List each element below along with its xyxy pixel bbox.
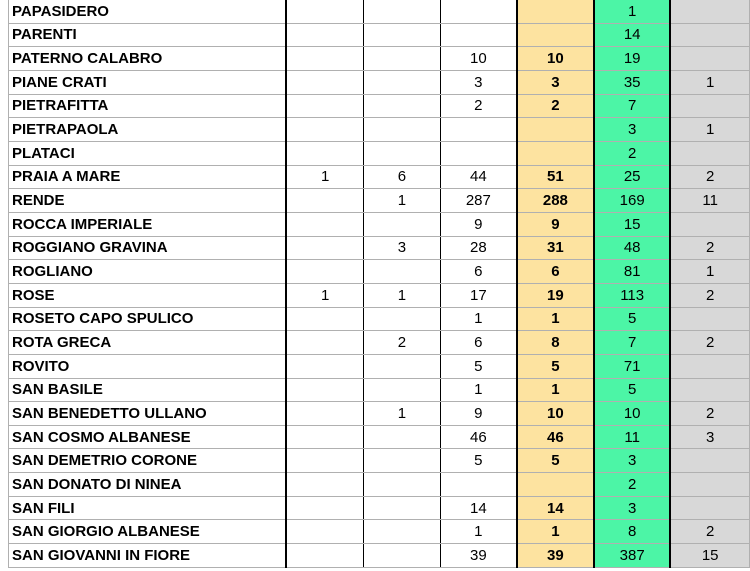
table-row [9, 402, 750, 426]
value-col-2 [363, 378, 440, 402]
table-row [9, 236, 750, 260]
green-value-cell: 3 [594, 449, 670, 473]
value-col-2 [363, 141, 440, 165]
total-cell [517, 0, 594, 23]
table-row [9, 544, 750, 568]
total-cell: 14 [517, 496, 594, 520]
grey-value-cell: 2 [670, 236, 749, 260]
value-col-1 [286, 189, 363, 213]
grey-value-cell: 2 [670, 283, 749, 307]
value-col-3: 14 [440, 496, 516, 520]
municipality-name: PIETRAPAOLA [9, 118, 287, 142]
total-cell [517, 473, 594, 497]
value-col-2 [363, 544, 440, 568]
grey-value-cell [670, 212, 749, 236]
municipality-name: ROGLIANO [9, 260, 287, 284]
value-col-2 [363, 449, 440, 473]
value-col-2 [363, 94, 440, 118]
value-col-1 [286, 378, 363, 402]
municipality-table [8, 0, 750, 568]
value-col-3 [440, 23, 516, 47]
value-col-1 [286, 354, 363, 378]
green-value-cell: 48 [594, 236, 670, 260]
total-cell: 5 [517, 354, 594, 378]
value-col-1 [286, 402, 363, 426]
value-col-3: 6 [440, 331, 516, 355]
table-row [9, 118, 750, 142]
value-col-1 [286, 449, 363, 473]
value-col-2 [363, 425, 440, 449]
value-col-2: 6 [363, 165, 440, 189]
value-col-3: 1 [440, 307, 516, 331]
total-cell: 10 [517, 47, 594, 71]
green-value-cell: 2 [594, 141, 670, 165]
value-col-1 [286, 544, 363, 568]
grey-value-cell [670, 354, 749, 378]
municipality-name: PAPASIDERO [9, 0, 287, 23]
grey-value-cell [670, 141, 749, 165]
green-value-cell: 113 [594, 283, 670, 307]
grey-value-cell: 1 [670, 260, 749, 284]
value-col-3: 287 [440, 189, 516, 213]
value-col-3: 3 [440, 70, 516, 94]
grey-value-cell [670, 23, 749, 47]
green-value-cell: 2 [594, 473, 670, 497]
municipality-name: SAN DONATO DI NINEA [9, 473, 287, 497]
value-col-1 [286, 473, 363, 497]
value-col-2 [363, 70, 440, 94]
municipality-name: SAN COSMO ALBANESE [9, 425, 287, 449]
value-col-2 [363, 354, 440, 378]
municipality-name: PIANE CRATI [9, 70, 287, 94]
total-cell: 3 [517, 70, 594, 94]
green-value-cell: 3 [594, 496, 670, 520]
value-col-1 [286, 23, 363, 47]
municipality-name: SAN DEMETRIO CORONE [9, 449, 287, 473]
value-col-1 [286, 260, 363, 284]
green-value-cell: 19 [594, 47, 670, 71]
grey-value-cell [670, 47, 749, 71]
table-row [9, 520, 750, 544]
value-col-3: 17 [440, 283, 516, 307]
total-cell: 8 [517, 331, 594, 355]
value-col-3: 6 [440, 260, 516, 284]
table-row [9, 307, 750, 331]
green-value-cell: 81 [594, 260, 670, 284]
total-cell [517, 118, 594, 142]
municipality-name: ROCCA IMPERIALE [9, 212, 287, 236]
municipality-name: ROTA GRECA [9, 331, 287, 355]
grey-value-cell: 1 [670, 118, 749, 142]
table-row [9, 70, 750, 94]
value-col-1 [286, 118, 363, 142]
municipality-name: PIETRAFITTA [9, 94, 287, 118]
total-cell: 19 [517, 283, 594, 307]
grey-value-cell [670, 449, 749, 473]
municipality-name: SAN BENEDETTO ULLANO [9, 402, 287, 426]
municipality-name: SAN GIORGIO ALBANESE [9, 520, 287, 544]
green-value-cell: 5 [594, 378, 670, 402]
value-col-1 [286, 70, 363, 94]
total-cell: 6 [517, 260, 594, 284]
value-col-3 [440, 118, 516, 142]
value-col-2 [363, 473, 440, 497]
value-col-3: 44 [440, 165, 516, 189]
municipality-name: PARENTI [9, 23, 287, 47]
green-value-cell: 7 [594, 331, 670, 355]
value-col-2: 3 [363, 236, 440, 260]
value-col-3: 5 [440, 449, 516, 473]
total-cell: 31 [517, 236, 594, 260]
grey-value-cell: 1 [670, 70, 749, 94]
value-col-3: 28 [440, 236, 516, 260]
grey-value-cell: 2 [670, 165, 749, 189]
table-row [9, 331, 750, 355]
municipality-name: RENDE [9, 189, 287, 213]
green-value-cell: 11 [594, 425, 670, 449]
table-row [9, 141, 750, 165]
total-cell: 39 [517, 544, 594, 568]
green-value-cell: 14 [594, 23, 670, 47]
total-cell: 10 [517, 402, 594, 426]
grey-value-cell [670, 94, 749, 118]
value-col-1 [286, 0, 363, 23]
grey-value-cell: 15 [670, 544, 749, 568]
value-col-1 [286, 307, 363, 331]
value-col-3: 1 [440, 520, 516, 544]
grey-value-cell: 2 [670, 520, 749, 544]
municipality-name: SAN FILI [9, 496, 287, 520]
green-value-cell: 8 [594, 520, 670, 544]
green-value-cell: 169 [594, 189, 670, 213]
table-row [9, 283, 750, 307]
green-value-cell: 71 [594, 354, 670, 378]
total-cell: 51 [517, 165, 594, 189]
total-cell: 288 [517, 189, 594, 213]
table-row [9, 378, 750, 402]
table-row [9, 212, 750, 236]
grey-value-cell [670, 307, 749, 331]
value-col-2 [363, 118, 440, 142]
table-row [9, 23, 750, 47]
value-col-3: 39 [440, 544, 516, 568]
table-body [9, 0, 750, 567]
green-value-cell: 15 [594, 212, 670, 236]
grey-value-cell [670, 0, 749, 23]
municipality-name: PATERNO CALABRO [9, 47, 287, 71]
value-col-2 [363, 520, 440, 544]
value-col-3: 46 [440, 425, 516, 449]
value-col-2 [363, 212, 440, 236]
value-col-1 [286, 236, 363, 260]
value-col-2 [363, 47, 440, 71]
value-col-2 [363, 260, 440, 284]
value-col-1 [286, 331, 363, 355]
total-cell [517, 23, 594, 47]
table-row [9, 473, 750, 497]
green-value-cell: 25 [594, 165, 670, 189]
municipality-name: SAN BASILE [9, 378, 287, 402]
grey-value-cell: 2 [670, 331, 749, 355]
total-cell: 1 [517, 307, 594, 331]
table-row [9, 449, 750, 473]
value-col-2: 2 [363, 331, 440, 355]
value-col-2 [363, 0, 440, 23]
table-row [9, 425, 750, 449]
total-cell: 2 [517, 94, 594, 118]
green-value-cell: 5 [594, 307, 670, 331]
green-value-cell: 3 [594, 118, 670, 142]
value-col-3: 5 [440, 354, 516, 378]
grey-value-cell: 11 [670, 189, 749, 213]
value-col-2: 1 [363, 283, 440, 307]
municipality-name: PRAIA A MARE [9, 165, 287, 189]
table-row [9, 189, 750, 213]
green-value-cell: 1 [594, 0, 670, 23]
table-row [9, 354, 750, 378]
grey-value-cell: 3 [670, 425, 749, 449]
total-cell: 5 [517, 449, 594, 473]
value-col-2 [363, 23, 440, 47]
municipality-name: ROSETO CAPO SPULICO [9, 307, 287, 331]
value-col-2: 1 [363, 189, 440, 213]
value-col-1: 1 [286, 165, 363, 189]
grey-value-cell [670, 473, 749, 497]
municipality-name: ROVITO [9, 354, 287, 378]
value-col-1 [286, 47, 363, 71]
grey-value-cell [670, 378, 749, 402]
municipality-name: ROGGIANO GRAVINA [9, 236, 287, 260]
grey-value-cell: 2 [670, 402, 749, 426]
value-col-1: 1 [286, 283, 363, 307]
total-cell: 1 [517, 378, 594, 402]
table-row [9, 94, 750, 118]
value-col-1 [286, 212, 363, 236]
table-row [9, 165, 750, 189]
value-col-1 [286, 496, 363, 520]
value-col-1 [286, 94, 363, 118]
total-cell [517, 141, 594, 165]
municipality-name: PLATACI [9, 141, 287, 165]
table-row [9, 496, 750, 520]
value-col-2 [363, 496, 440, 520]
municipality-name: ROSE [9, 283, 287, 307]
municipality-name: SAN GIOVANNI IN FIORE [9, 544, 287, 568]
value-col-3: 9 [440, 402, 516, 426]
total-cell: 46 [517, 425, 594, 449]
value-col-1 [286, 425, 363, 449]
value-col-3 [440, 141, 516, 165]
value-col-2: 1 [363, 402, 440, 426]
table-row [9, 47, 750, 71]
value-col-3: 2 [440, 94, 516, 118]
table-row [9, 0, 750, 23]
value-col-3 [440, 473, 516, 497]
green-value-cell: 10 [594, 402, 670, 426]
green-value-cell: 35 [594, 70, 670, 94]
table-row [9, 260, 750, 284]
value-col-3: 1 [440, 378, 516, 402]
value-col-3: 9 [440, 212, 516, 236]
value-col-1 [286, 520, 363, 544]
green-value-cell: 387 [594, 544, 670, 568]
value-col-1 [286, 141, 363, 165]
grey-value-cell [670, 496, 749, 520]
value-col-2 [363, 307, 440, 331]
total-cell: 9 [517, 212, 594, 236]
value-col-3 [440, 0, 516, 23]
value-col-3: 10 [440, 47, 516, 71]
green-value-cell: 7 [594, 94, 670, 118]
total-cell: 1 [517, 520, 594, 544]
